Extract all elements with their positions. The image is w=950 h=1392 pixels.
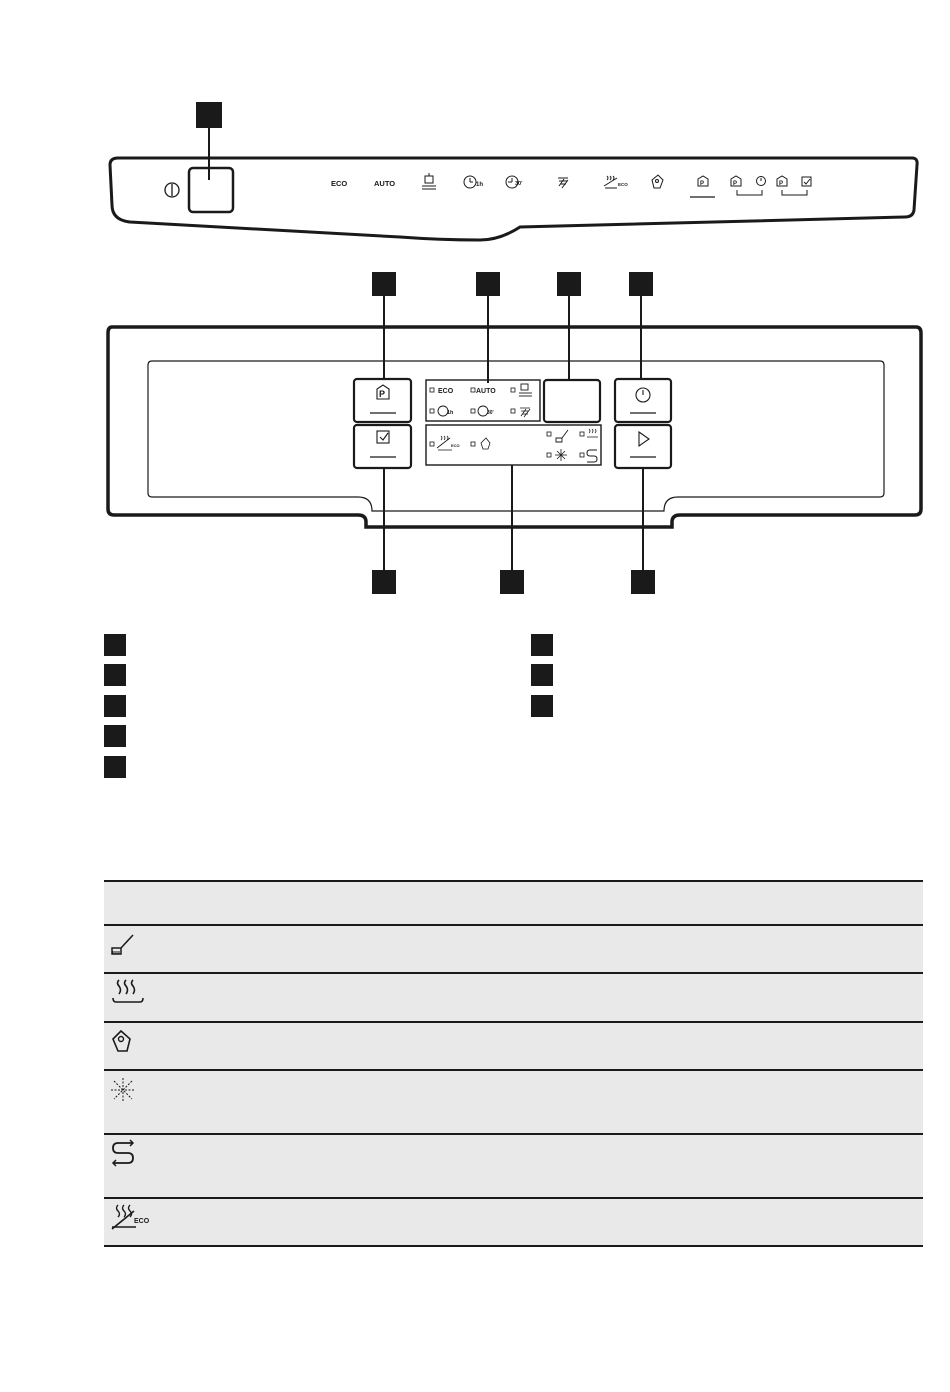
table-row [104, 925, 923, 973]
glass-care-icon [422, 173, 436, 189]
table-row [104, 1070, 923, 1134]
callout-marker-8 [631, 570, 655, 594]
svg-text:1h: 1h [447, 410, 454, 416]
quick-wash-icon [558, 178, 568, 188]
programme-p-icon [690, 176, 715, 197]
callout-marker-4 [557, 272, 581, 296]
power-icon [165, 183, 179, 197]
legend-marker-6 [531, 634, 553, 656]
svg-text:1h: 1h [476, 182, 484, 188]
svg-text:P: P [779, 181, 784, 187]
callout-marker-3 [476, 272, 500, 296]
legend-marker-2 [104, 664, 126, 686]
legend-marker-3 [104, 695, 126, 717]
legend-marker-1 [104, 634, 126, 656]
svg-text:ECO: ECO [134, 1218, 150, 1225]
timer-30-icon [506, 176, 523, 188]
eco-label: ECO [331, 179, 348, 188]
callout-marker-6 [372, 570, 396, 594]
callout-marker-2 [372, 272, 396, 296]
table-header-row [104, 881, 923, 925]
programme-p-icon-3 [777, 176, 787, 187]
legend-marker-4 [104, 725, 126, 747]
svg-text:30': 30' [487, 410, 494, 416]
top-panel-outline [110, 158, 917, 240]
legend-marker-5 [104, 756, 126, 778]
table-row [104, 1198, 923, 1246]
power-button [189, 168, 233, 212]
machine-care-icon [108, 1139, 138, 1169]
legend-marker-8 [531, 695, 553, 717]
delay-start-button [615, 379, 671, 422]
tablet-icon [108, 1027, 138, 1057]
display-auto-label: AUTO [476, 388, 496, 395]
svg-text:ECO: ECO [618, 182, 628, 187]
table-row [104, 973, 923, 1022]
callout-marker-5 [629, 272, 653, 296]
timer-icon-top [757, 177, 766, 186]
display-eco-label: ECO [438, 388, 454, 395]
tablet-icon-top [652, 175, 663, 188]
front-panel-inner [148, 361, 884, 511]
callout-marker-1 [196, 102, 222, 128]
start-button [615, 425, 671, 468]
time-display [544, 380, 600, 422]
programme-p-icon-2 [731, 176, 741, 187]
confirm-icon-top [802, 177, 811, 186]
rinse-aid-icon [108, 930, 138, 960]
legend-marker-7 [531, 664, 553, 686]
svg-text:ECO: ECO [451, 443, 460, 448]
extra-dry-eco-icon [604, 176, 628, 188]
extra-dry-eco-icon-table [108, 1203, 152, 1233]
svg-text:30': 30' [515, 181, 523, 187]
table-row [104, 1134, 923, 1198]
timer-1h-icon [464, 176, 483, 188]
svg-text:P: P [733, 181, 738, 187]
indicators-table [104, 880, 923, 1247]
salt-icon [108, 1075, 138, 1105]
table-row [104, 1022, 923, 1070]
callout-marker-7 [500, 570, 524, 594]
svg-text:P: P [379, 389, 386, 399]
auto-label: AUTO [374, 179, 396, 188]
programme-display [426, 380, 540, 421]
svg-text:P: P [700, 181, 705, 187]
extra-dry-icon [108, 978, 148, 1008]
